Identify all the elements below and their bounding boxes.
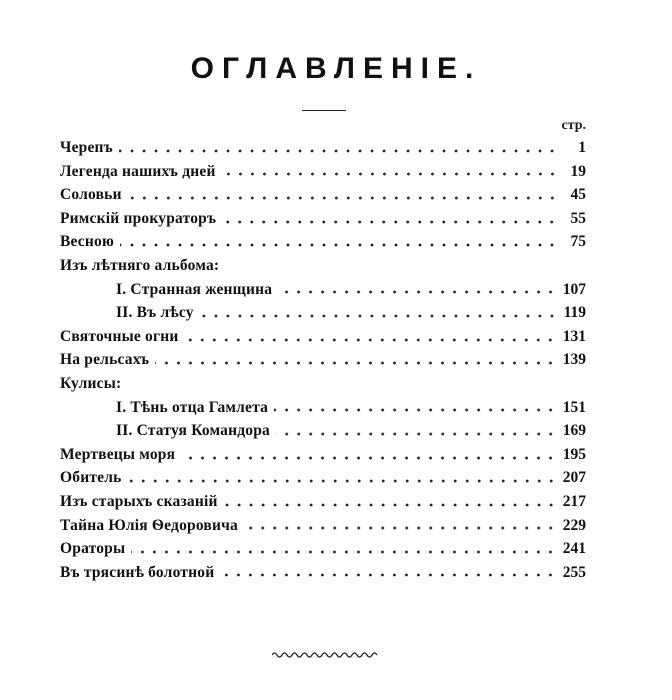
toc-entry-title: Кулисы: — [60, 374, 122, 392]
toc-entry — [60, 136, 586, 160]
toc-entry-page-number: 217 — [562, 492, 586, 510]
dot-leader — [120, 243, 558, 247]
dot-leader — [274, 408, 557, 412]
toc-entry — [60, 207, 586, 231]
toc-entry — [60, 419, 586, 443]
page-column-header: стр. — [561, 118, 586, 133]
toc-entry — [60, 254, 586, 278]
dot-leader — [276, 432, 557, 436]
toc-entry-page-number: 1 — [578, 139, 586, 156]
toc-entry — [60, 372, 586, 396]
toc-entry — [60, 348, 586, 372]
toc-entry-title: Изъ старыхъ сказаній — [60, 492, 218, 510]
toc-entry-title: Соловьи — [60, 186, 122, 204]
dot-leader — [181, 456, 557, 460]
toc-entry-title: Черепъ — [60, 139, 113, 156]
toc-entry — [60, 490, 586, 514]
dot-leader — [222, 172, 558, 176]
toc-entry-page-number: 131 — [562, 327, 586, 345]
toc-entry — [60, 561, 586, 585]
toc-entry-page-number: 195 — [562, 445, 586, 463]
toc-entry — [60, 537, 586, 561]
toc-entry-title: Мертвецы моря — [60, 445, 176, 463]
toc-entry-page-number: 19 — [570, 162, 586, 180]
dot-leader — [131, 550, 556, 554]
toc-entry-title: II. Статуя Командора — [116, 422, 271, 440]
toc-entry-page-number: 75 — [570, 233, 586, 251]
dot-leader — [155, 361, 556, 365]
dot-leader — [278, 290, 557, 294]
dot-leader — [222, 220, 558, 224]
toc-entry-page-number: 107 — [562, 280, 586, 298]
toc-entry-title: Римскій прокураторъ — [60, 209, 217, 227]
toc-entry-title: Обитель — [60, 469, 122, 487]
toc-entry — [60, 443, 586, 467]
toc-entry — [60, 278, 586, 302]
toc-entry-page-number: 169 — [562, 422, 586, 440]
table-of-contents — [60, 136, 586, 584]
toc-entry-title: Въ трясинѣ болотной — [60, 563, 215, 581]
toc-entry-page-number: 139 — [562, 351, 586, 369]
toc-entry — [60, 396, 586, 420]
toc-entry-page-number: 229 — [562, 516, 586, 534]
toc-entry-title: Ораторы — [60, 540, 126, 558]
dot-leader — [128, 479, 557, 483]
toc-entry — [60, 160, 586, 184]
dot-leader — [220, 573, 556, 577]
toc-entry-page-number: 55 — [570, 209, 586, 227]
toc-entry-title: II. Въ лѣсу — [116, 304, 194, 322]
toc-entry-title: Легенда нашихъ дней — [60, 162, 216, 180]
toc-entry — [60, 466, 586, 490]
toc-entry-page-number: 255 — [562, 563, 586, 581]
toc-entry-title: На рельсахъ — [60, 351, 150, 369]
dot-leader — [244, 526, 557, 530]
dot-leader — [224, 503, 557, 507]
dot-leader — [119, 149, 558, 153]
page-title: ОГЛАВЛЕНІЕ. — [190, 52, 482, 85]
dot-leader — [200, 314, 558, 318]
toc-entry — [60, 514, 586, 538]
toc-entry-page-number: 119 — [563, 304, 586, 322]
wavy-ornament-divider — [272, 650, 378, 660]
toc-entry — [60, 230, 586, 254]
toc-entry-title: I. Тѣнь отца Гамлета — [116, 398, 269, 416]
toc-entry — [60, 183, 586, 207]
toc-entry-page-number: 45 — [570, 186, 586, 204]
toc-entry — [60, 301, 586, 325]
toc-entry-title: Весною — [60, 233, 115, 251]
toc-entry-title: Святочные огни — [60, 327, 179, 345]
dot-leader — [128, 196, 558, 200]
toc-entry-title: Изъ лѣтняго альбома: — [60, 256, 220, 274]
dot-leader — [184, 338, 556, 342]
toc-entry-title: Тайна Юлія Ѳедоровича — [60, 516, 238, 534]
toc-entry-title: I. Странная женщина — [116, 280, 273, 298]
toc-entry-page-number: 241 — [562, 540, 586, 558]
toc-entry-page-number: 207 — [562, 469, 586, 487]
toc-entry — [60, 325, 586, 349]
toc-entry-page-number: 151 — [562, 398, 586, 416]
title-divider — [302, 110, 346, 111]
